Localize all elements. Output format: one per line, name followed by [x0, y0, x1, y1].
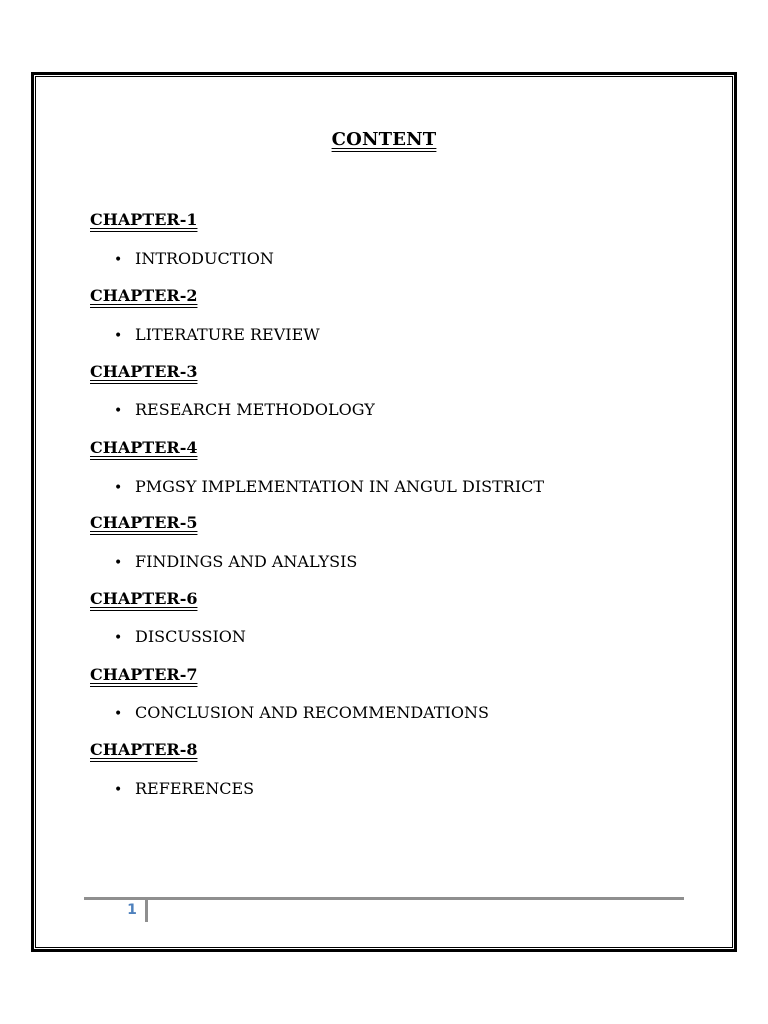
chapter-5-entry [114, 552, 357, 571]
chapter-1-entry [114, 249, 274, 268]
chapter-4-heading: CHAPTER-4 [90, 438, 198, 457]
bullet-icon: • [114, 252, 123, 268]
chapter-7-entry [114, 703, 489, 722]
bullet-icon: • [114, 328, 123, 344]
bullet-icon: • [114, 782, 123, 798]
chapter-1-heading: CHAPTER-1 [90, 210, 198, 229]
footer-rule [84, 897, 684, 900]
page-number: 1 [127, 902, 137, 918]
chapter-3-entry [114, 400, 375, 419]
chapter-3-heading: CHAPTER-3 [90, 362, 198, 381]
chapter-6-entry [114, 627, 246, 646]
bullet-icon: • [114, 555, 123, 571]
page-border [31, 72, 737, 952]
chapter-4-title: PMGSY IMPLEMENTATION IN ANGUL DISTRICT [135, 477, 545, 496]
chapter-5-title: FINDINGS AND ANALYSIS [135, 552, 358, 571]
bullet-icon: • [114, 630, 123, 646]
page-number-divider [145, 900, 148, 922]
page-title: CONTENT [331, 129, 437, 150]
chapter-7-title: CONCLUSION AND RECOMMENDATIONS [135, 703, 489, 722]
bullet-icon: • [114, 706, 123, 722]
chapter-4-entry [114, 477, 544, 496]
chapter-6-heading: CHAPTER-6 [90, 589, 198, 608]
chapter-6-title: DISCUSSION [135, 627, 246, 646]
chapter-8-entry [114, 779, 254, 798]
chapter-1-title: INTRODUCTION [135, 249, 274, 268]
chapter-2-title: LITERATURE REVIEW [135, 325, 320, 344]
bullet-icon: • [114, 480, 123, 496]
chapter-8-heading: CHAPTER-8 [90, 740, 198, 759]
chapter-2-heading: CHAPTER-2 [90, 286, 198, 305]
chapter-3-title: RESEARCH METHODOLOGY [135, 400, 375, 419]
chapter-7-heading: CHAPTER-7 [90, 665, 198, 684]
chapter-8-title: REFERENCES [135, 779, 255, 798]
chapter-5-heading: CHAPTER-5 [90, 513, 198, 532]
bullet-icon: • [114, 403, 123, 419]
chapter-2-entry [114, 325, 320, 344]
